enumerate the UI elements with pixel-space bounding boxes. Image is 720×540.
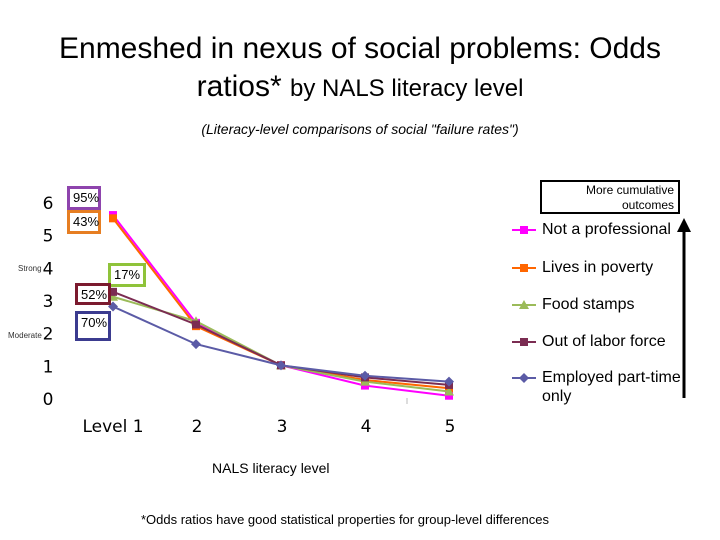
y-tick-label: 6 — [42, 194, 54, 214]
percent-box: 17% — [108, 263, 146, 287]
data-point — [109, 214, 117, 222]
x-tick-label: 3 — [276, 417, 288, 437]
data-point — [192, 321, 200, 329]
legend-label: Out of labor force — [542, 333, 666, 350]
y-tick-label: 1 — [42, 357, 54, 378]
series-layer — [108, 211, 454, 400]
moderate-label: Moderate — [8, 331, 42, 340]
legend-swatch-icon — [512, 336, 536, 348]
chart-title — [20, 30, 700, 108]
x-tick-label: 5 — [444, 417, 456, 437]
x-tick-label: Level 1 — [82, 417, 144, 437]
cumulative-outcomes-box: More cumulative outcomes — [540, 180, 680, 214]
legend-label: Lives in poverty — [542, 259, 654, 276]
legend-label: Food stamps — [542, 296, 635, 313]
legend-swatch-icon — [512, 262, 536, 274]
legend-swatch-icon — [512, 299, 536, 311]
y-tick-label: 0 — [42, 390, 54, 410]
series-line — [113, 307, 449, 382]
chart-title-main: Enmeshed in nexus of social problems: Odds ratios* — [59, 32, 661, 103]
legend-label: Not a professional — [542, 221, 671, 238]
x-axis-label: NALS literacy level — [212, 460, 330, 476]
x-tick-label: 2 — [191, 417, 203, 437]
chart-title-suffix: by NALS literacy level — [289, 75, 524, 102]
y-tick-label: 4 — [42, 259, 54, 280]
percent-box: 70% — [75, 311, 111, 341]
footnote: *Odds ratios have good statistical properties for group-level differences — [140, 512, 550, 527]
legend-swatch-icon — [512, 372, 536, 384]
y-tick-label: 3 — [42, 292, 54, 312]
x-tick-label: 4 — [360, 417, 372, 437]
strong-label: Strong — [18, 264, 42, 273]
y-tick-label: 5 — [42, 226, 54, 247]
percent-box: 52% — [75, 283, 111, 305]
legend-swatch-icon — [512, 224, 536, 236]
data-point — [191, 339, 201, 349]
legend-label: Employed part-time only — [542, 369, 681, 405]
percent-box: 43% — [67, 210, 101, 234]
y-tick-label: 2 — [42, 324, 54, 345]
series-line — [113, 292, 449, 385]
percent-box: 95% — [67, 186, 101, 210]
chart-subtitle: (Literacy-level comparisons of social "failure rates") — [201, 121, 519, 137]
